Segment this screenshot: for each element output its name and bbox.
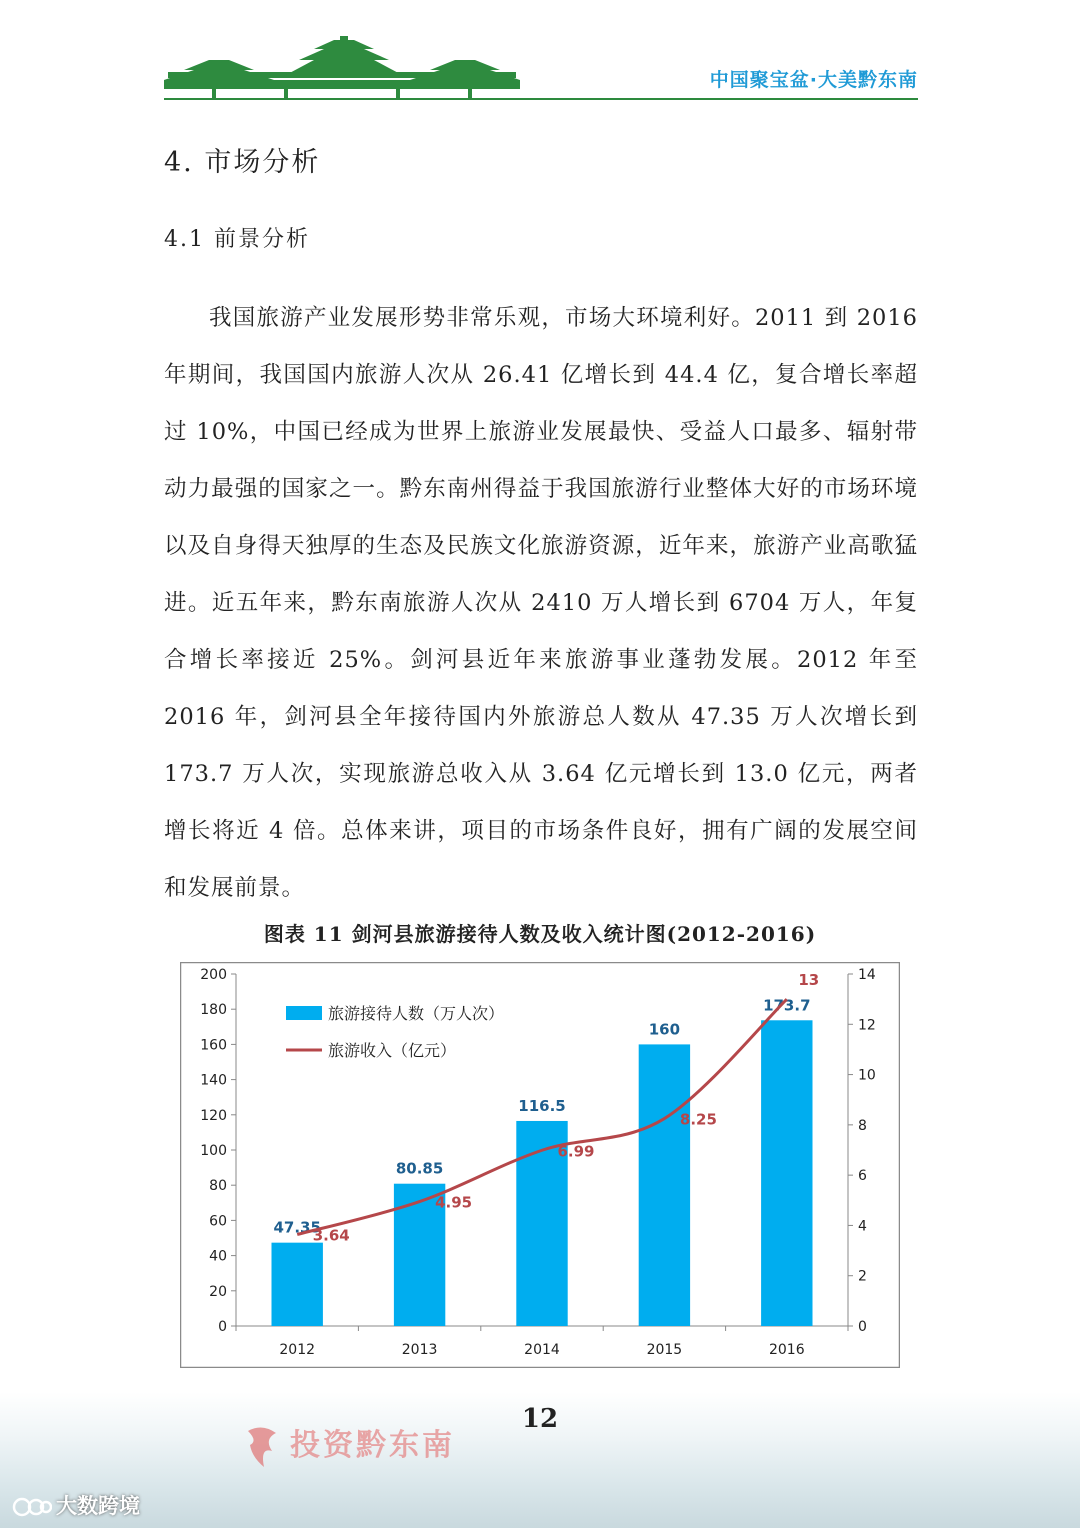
left-tick-label: 80 — [209, 1178, 227, 1195]
watermark — [12, 1490, 140, 1520]
brand-name: 投资黔东南 — [290, 1428, 455, 1463]
x-tick-label: 2015 — [646, 1342, 683, 1358]
bar-visitors — [761, 1020, 812, 1326]
line-data-label: 3.64 — [312, 1226, 350, 1245]
left-tick-label: 40 — [209, 1248, 227, 1265]
legend-label-revenue: 旅游收入（亿元） — [328, 1041, 457, 1060]
legend-swatch-bar — [286, 1006, 322, 1020]
left-tick-label: 60 — [209, 1213, 227, 1230]
left-tick-label: 120 — [200, 1107, 227, 1124]
figure-caption: 图表 11 剑河县旅游接待人数及收入统计图(2012-2016) — [263, 922, 817, 946]
header-divider — [164, 98, 918, 100]
left-tick-label: 160 — [200, 1037, 227, 1054]
left-tick-label: 0 — [218, 1319, 227, 1335]
right-tick-label: 0 — [858, 1319, 867, 1335]
page-header — [164, 36, 918, 100]
x-tick-label: 2014 — [524, 1342, 560, 1358]
x-tick-label: 2012 — [279, 1342, 316, 1358]
line-data-label: 13 — [798, 971, 820, 990]
page-number: 12 — [521, 1404, 559, 1434]
right-tick-label: 6 — [858, 1168, 867, 1185]
watermark-logo-icon — [12, 1495, 52, 1519]
brand-logo — [242, 1420, 455, 1473]
right-tick-label: 8 — [858, 1117, 867, 1134]
x-tick-label: 2013 — [401, 1342, 438, 1358]
left-tick-label: 180 — [200, 1002, 227, 1019]
right-tick-label: 12 — [858, 1017, 876, 1034]
line-data-label: 6.99 — [557, 1142, 595, 1161]
right-tick-label: 4 — [858, 1218, 867, 1235]
drum-tower-banner-icon — [164, 36, 520, 98]
brand-emblem-icon — [242, 1421, 284, 1473]
left-tick-label: 200 — [200, 967, 227, 983]
left-tick-label: 140 — [200, 1072, 227, 1089]
bar-data-label: 173.7 — [763, 996, 811, 1015]
header-slogan: 中国聚宝盆·大美黔东南 — [709, 69, 918, 91]
bar-visitors — [639, 1044, 690, 1326]
left-tick-label: 20 — [209, 1283, 227, 1300]
bar-visitors — [271, 1243, 322, 1326]
line-data-label: 4.95 — [435, 1193, 473, 1212]
tourism-chart — [180, 962, 900, 1368]
bar-data-label: 116.5 — [518, 1096, 566, 1115]
right-tick-label: 2 — [858, 1268, 867, 1285]
watermark-text: 大数跨境 — [56, 1494, 140, 1518]
line-data-label: 8.25 — [679, 1110, 717, 1129]
x-tick-label: 2016 — [768, 1342, 805, 1358]
right-tick-label: 10 — [858, 1067, 876, 1084]
bar-data-label: 47.35 — [273, 1218, 321, 1237]
right-tick-label: 14 — [858, 967, 876, 983]
section-title: 4. 市场分析 — [164, 147, 321, 178]
body-paragraph: 我国旅游产业发展形势非常乐观，市场大环境利好。2011 到 2016 年期间，我国国内旅游人次从 26.41 亿增长到 44.4 亿，复合增长率超过 10%，中国已经成为世界上旅游业发展最快、受益人口最多、辐射带动力最强的国家之一。黔东南州得益于我国旅游行业整体大好的市场环境以及自身得天独厚的生态及民族文化旅游资源，近年来，旅游产业高歌猛进。近五年来，黔东南旅游人次从 2410 万人增长到 6704 万人，年复合增长率接近 25%。剑河县近年来旅游事业蓬勃发展。2012 年至 2016 年，剑河县全年接待国内外旅游总人数从 47.35 万人次增长到 173.7 万人次，实现旅游总收入从 3.64 亿元增长到 13.0 亿元，两者增长将近 4 倍。总体来讲，项目的市场条件良好，拥有广阔的发展空间和发展前景。 — [164, 305, 918, 901]
bar-data-label: 160 — [648, 1020, 681, 1039]
subsection-title: 4.1 前景分析 — [164, 227, 310, 252]
legend-label-visitors: 旅游接待人数（万人次） — [328, 1004, 505, 1023]
bar-data-label: 80.85 — [395, 1159, 444, 1178]
left-tick-label: 100 — [200, 1143, 227, 1159]
